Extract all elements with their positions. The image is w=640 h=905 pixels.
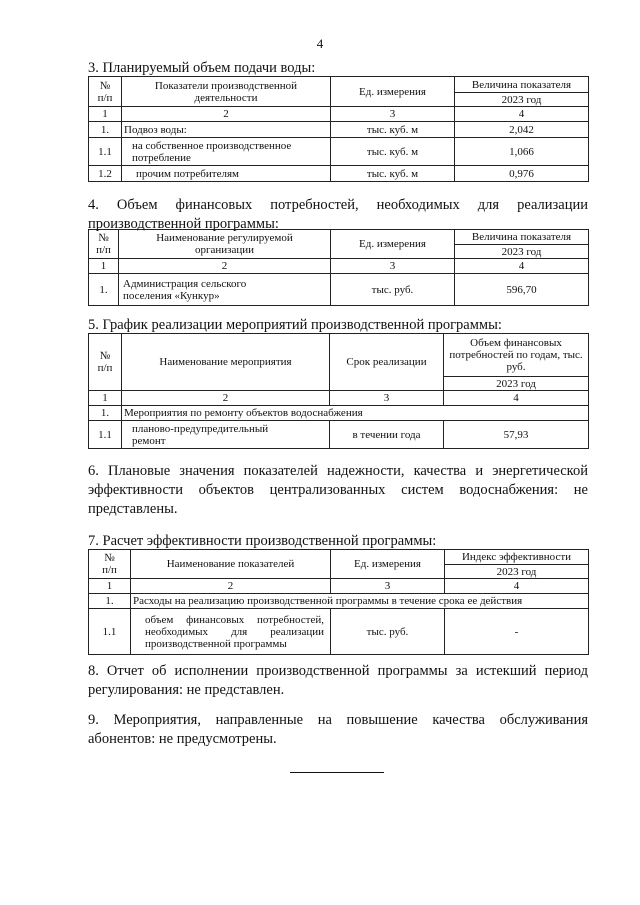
table-row [89,122,589,138]
index-cell: 3 [331,579,445,594]
page-number: 4 [316,36,324,51]
row-name: Подвоз воды: [122,122,331,138]
index-cell: 2 [131,579,331,594]
index-cell: 1 [89,259,119,274]
row-unit: тыс. руб. [331,609,445,655]
group-row [89,594,589,609]
group-num: 1. [89,406,122,421]
section-7-title: 7. Расчет эффективности производственной программы: [88,533,437,549]
row-num: 1.1 [89,609,131,655]
section-3-title: 3. Планируемый объем подачи воды: [88,60,316,76]
row-unit: тыс. куб. м [331,166,455,182]
header-num: № п/п [89,334,122,391]
row-num: 1.1 [89,138,122,166]
row-num: 1.1 [89,421,122,449]
table-row [89,609,589,655]
header-value: Величина показателя [455,230,589,245]
row-num: 1. [89,274,119,306]
row-value: 0,976 [455,166,589,182]
group-row [89,406,589,421]
header-year: 2023 год [445,565,589,579]
header-value: Объем финансовых потребностей по годам, тыс. руб. [444,334,589,377]
efficiency-table [88,549,589,655]
index-cell: 4 [455,107,589,122]
index-cell: 1 [89,391,122,406]
row-name: объем финансовых потребностей, необходимых для реализации производственной программы [131,609,331,655]
table-row [89,138,589,166]
index-cell: 1 [89,107,122,122]
header-year: 2023 год [455,93,589,107]
header-unit: Ед. измерения [331,230,455,259]
signature-line [290,772,384,773]
section-4-title: 4. Объем финансовых потребностей, необходимых для реализации производственной программы: [88,197,588,232]
header-year: 2023 год [455,245,589,259]
row-unit: тыс. куб. м [331,122,455,138]
index-cell: 4 [445,579,589,594]
row-value: 596,70 [455,274,589,306]
row-term: в течении года [330,421,444,449]
index-cell: 1 [89,579,131,594]
group-num: 1. [89,594,131,609]
schedule-table [88,333,589,449]
index-cell: 2 [119,259,331,274]
header-num: № п/п [89,550,131,579]
row-unit: тыс. руб. [331,274,455,306]
section-9-text: 9. Мероприятия, направленные на повышение качества обслуживания абонентов: не предусмотрены. [88,712,588,747]
row-name: планово-предупредительный ремонт [122,421,330,449]
header-name: Наименование регулируемой организации [119,230,331,259]
row-name: на собственное производственное потребление [122,138,331,166]
row-num: 1.2 [89,166,122,182]
header-value: Величина показателя [455,77,589,93]
index-cell: 3 [330,391,444,406]
table-row [89,166,589,182]
group-name: Мероприятия по ремонту объектов водоснабжения [122,406,589,421]
row-value: 2,042 [455,122,589,138]
header-term: Срок реализации [330,334,444,391]
group-name: Расходы на реализацию производственной программы в течение срока ее действия [131,594,589,609]
header-name: Наименование мероприятия [122,334,330,391]
row-unit: тыс. куб. м [331,138,455,166]
index-cell: 3 [331,107,455,122]
header-name: Наименование показателей [131,550,331,579]
index-cell: 3 [331,259,455,274]
index-cell: 4 [455,259,589,274]
row-num: 1. [89,122,122,138]
row-value: 1,066 [455,138,589,166]
index-cell: 4 [444,391,589,406]
index-cell: 2 [122,391,330,406]
index-cell: 2 [122,107,331,122]
header-unit: Ед. измерения [331,77,455,107]
section-6-text: 6. Плановые значения показателей надежности, качества и энергетической эффективности объектов централизованных систем водоснабжения: не представлены. [88,463,588,517]
header-num: № п/п [89,77,122,107]
table-row [89,274,589,306]
header-num: № п/п [89,230,119,259]
table-row [89,421,589,449]
row-name: прочим потребителям [122,166,331,182]
row-name: Администрация сельского поселения «Кункур» [119,274,331,306]
header-value: Индекс эффективности [445,550,589,565]
header-name: Показатели производственной деятельности [122,77,331,107]
row-value: - [445,609,589,655]
header-year: 2023 год [444,377,589,391]
water-supply-table [88,76,589,182]
row-value: 57,93 [444,421,589,449]
section-5-title: 5. График реализации мероприятий производственной программы: [88,317,502,333]
financial-needs-table [88,229,589,306]
header-unit: Ед. измерения [331,550,445,579]
section-8-text: 8. Отчет об исполнении производственной программы за истекший период регулирования: не представлен. [88,663,588,698]
